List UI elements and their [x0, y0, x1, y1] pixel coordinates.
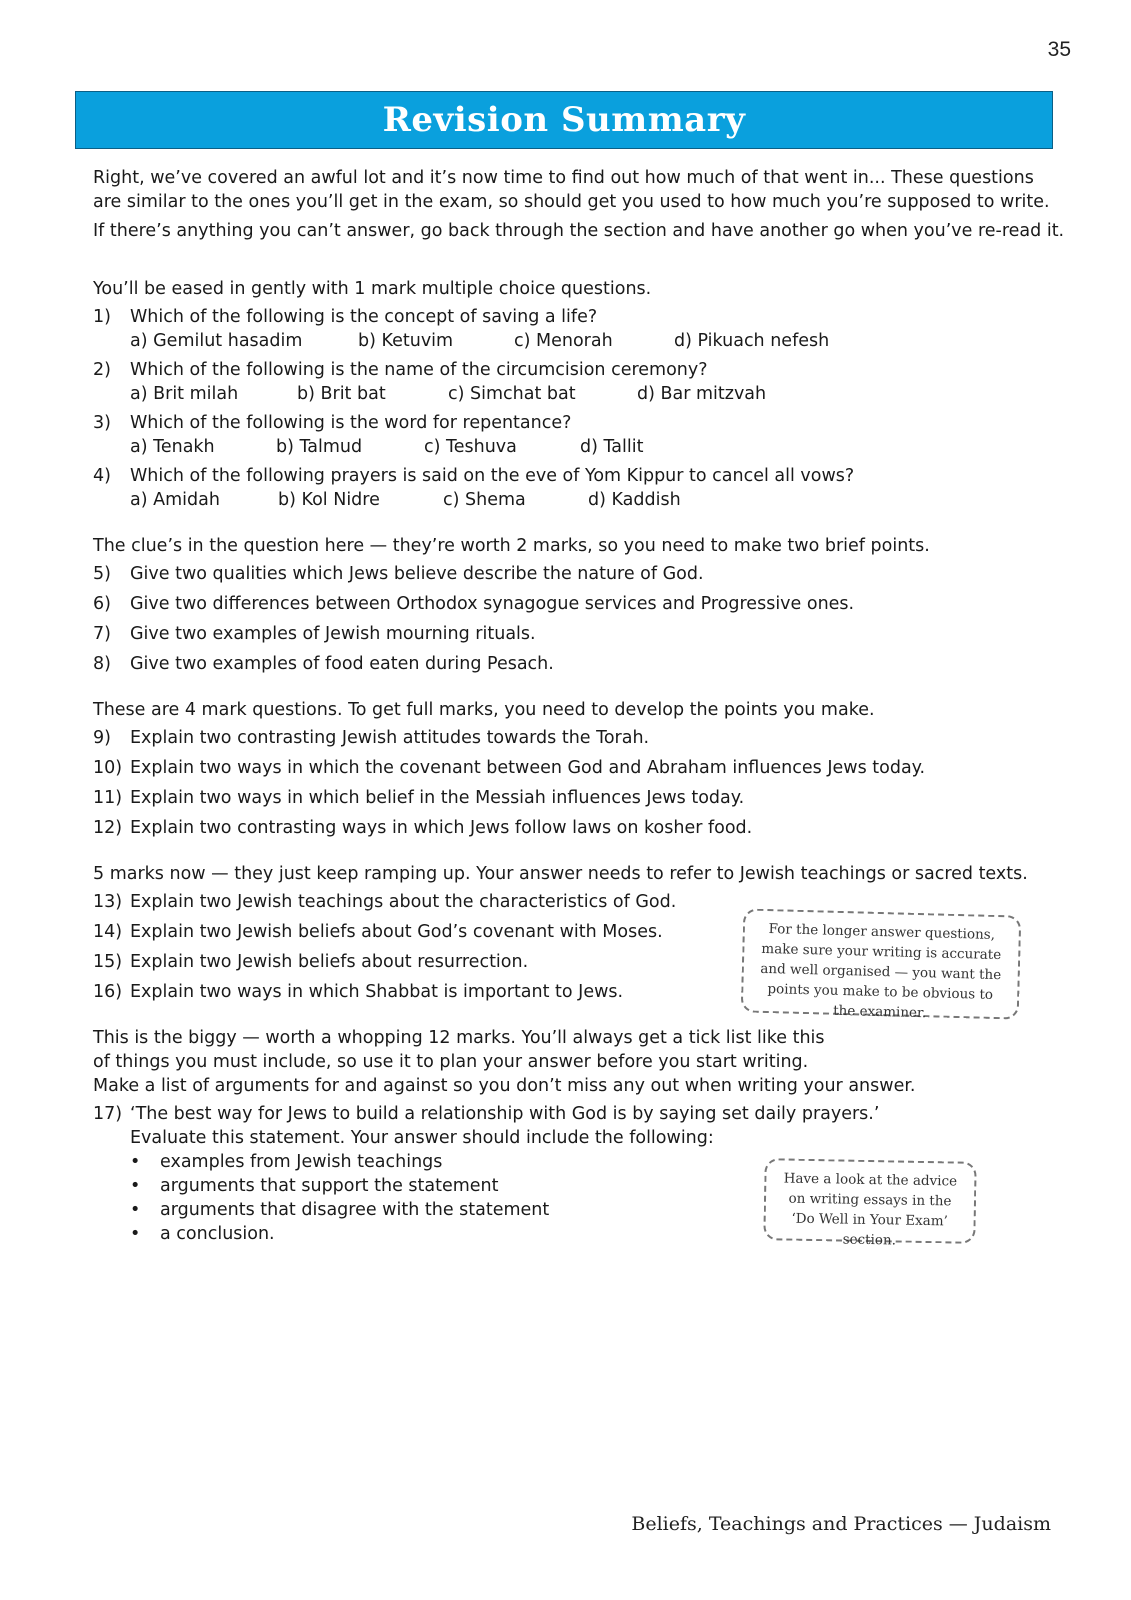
question-number: 17)	[93, 1104, 123, 1124]
question-text: Give two examples of food eaten during Pesach.	[130, 654, 554, 674]
four-mark-section	[93, 698, 1068, 840]
answer-option: b) Kol Nidre	[278, 490, 380, 510]
section-heading: These are 4 mark questions. To get full marks, you need to develop the points you make.	[93, 700, 875, 720]
question-number: 3)	[93, 413, 111, 433]
answer-option: b) Brit bat	[297, 384, 386, 404]
two-mark-section	[93, 534, 1068, 676]
question	[93, 562, 1068, 586]
answer-option: c) Teshuva	[424, 437, 517, 457]
question-number: 16)	[93, 982, 123, 1002]
answer-option: d) Pikuach nefesh	[674, 331, 830, 351]
question-text: Explain two Jewish beliefs about resurrection.	[130, 952, 529, 972]
answer-option: d) Tallit	[580, 437, 644, 457]
answer-option: d) Bar mitzvah	[637, 384, 767, 404]
question-number: 4)	[93, 466, 111, 486]
question-text: Give two qualities which Jews believe describe the nature of God.	[130, 564, 704, 584]
question-number: 5)	[93, 564, 111, 584]
question-text: ‘The best way for Jews to build a relationship with God is by saying set daily prayers.’	[130, 1104, 880, 1124]
section-heading: 5 marks now — they just keep ramping up. Your answer needs to refer to Jewish teachings or sacred texts.	[93, 864, 1028, 884]
answer-option: d) Kaddish	[588, 490, 681, 510]
question	[93, 786, 1068, 810]
question-number: 8)	[93, 654, 111, 674]
list-item-text: arguments that support the statement	[160, 1176, 499, 1196]
answer-option: a) Gemilut hasadim	[130, 331, 303, 351]
title-banner	[75, 91, 1053, 149]
question-number: 14)	[93, 922, 123, 942]
question	[93, 652, 1068, 676]
question-text: Which of the following prayers is said on the eve of Yom Kippur to cancel all vows?	[130, 466, 855, 486]
question-instruction: Evaluate this statement. Your answer should include the following:	[130, 1128, 714, 1148]
list-item-text: a conclusion.	[160, 1224, 275, 1244]
section-heading	[93, 1026, 1068, 1098]
heading-line: This is the biggy — worth a whopping 12 marks. You’ll always get a tick list like this	[93, 1028, 825, 1048]
heading-line: Make a list of arguments for and against so you don’t miss any out when writing your answer.	[93, 1076, 916, 1096]
section-heading: The clue’s in the question here — they’re worth 2 marks, so you need to make two brief points.	[93, 536, 930, 556]
question-text: Explain two ways in which the covenant between God and Abraham influences Jews today.	[130, 758, 926, 778]
question	[93, 816, 1068, 840]
answer-option: a) Amidah	[130, 490, 220, 510]
question-number: 10)	[93, 758, 123, 778]
question-number: 12)	[93, 818, 123, 838]
answer-option: c) Menorah	[514, 331, 613, 351]
answer-option: a) Brit milah	[130, 384, 239, 404]
question-number: 13)	[93, 892, 123, 912]
multiple-choice-section	[93, 277, 1068, 512]
intro-line: Right, we’ve covered an awful lot and it’s now time to find out how much of that went in... These questions	[93, 168, 1034, 188]
list-item-text: arguments that disagree with the statement	[160, 1200, 550, 1220]
question	[93, 358, 1068, 406]
question-number: 6)	[93, 594, 111, 614]
question	[93, 622, 1068, 646]
question	[93, 592, 1068, 616]
question	[93, 726, 1068, 750]
question-number: 1)	[93, 307, 111, 327]
answer-option: c) Simchat bat	[448, 384, 576, 404]
heading-line: of things you must include, so use it to plan your answer before you start writing.	[93, 1052, 809, 1072]
answer-option: a) Tenakh	[130, 437, 215, 457]
question-number: 11)	[93, 788, 123, 808]
bullet-icon: •	[130, 1152, 141, 1172]
question-number: 15)	[93, 952, 123, 972]
question	[93, 464, 1068, 512]
question-text: Give two examples of Jewish mourning rituals.	[130, 624, 536, 644]
bullet-icon: •	[130, 1224, 141, 1244]
question-text: Explain two Jewish beliefs about God’s covenant with Moses.	[130, 922, 663, 942]
question-number: 7)	[93, 624, 111, 644]
tip-note-longer-answers: For the longer answer questions, make sure your writing is accurate and well organised — you want the points you make to be obvious to the examiner.	[741, 908, 1022, 1019]
question-number: 2)	[93, 360, 111, 380]
intro-line: If there’s anything you can’t answer, go back through the section and have another go when you’ve re-read it.	[93, 221, 1065, 241]
bullet-icon: •	[130, 1200, 141, 1220]
answer-option: c) Shema	[443, 490, 526, 510]
question	[93, 890, 1068, 914]
intro-line: are similar to the ones you’ll get in the exam, so should get you used to how much you’re supposed to write.	[93, 192, 1050, 212]
question-text: Explain two contrasting ways in which Jews follow laws on kosher food.	[130, 818, 753, 838]
question	[93, 756, 1068, 780]
question-text: Which of the following is the name of the circumcision ceremony?	[130, 360, 708, 380]
question-text: Explain two Jewish teachings about the characteristics of God.	[130, 892, 677, 912]
question-text: Which of the following is the word for repentance?	[130, 413, 572, 433]
intro-paragraph	[93, 166, 1068, 243]
bullet-icon: •	[130, 1176, 141, 1196]
question-text: Explain two contrasting Jewish attitudes towards the Torah.	[130, 728, 650, 748]
list-item-text: examples from Jewish teachings	[160, 1152, 443, 1172]
answer-option: b) Ketuvim	[358, 331, 454, 351]
content	[93, 166, 1068, 1252]
tip-note-essays: Have a look at the advice on writing essays in the ‘Do Well in Your Exam’ section.	[763, 1158, 976, 1244]
section-heading: You’ll be eased in gently with 1 mark multiple choice questions.	[93, 279, 652, 299]
page-number: 35	[1047, 38, 1071, 61]
question	[93, 411, 1068, 459]
question-text: Which of the following is the concept of saving a life?	[130, 307, 598, 327]
question-text: Explain two ways in which Shabbat is important to Jews.	[130, 982, 624, 1002]
question	[93, 305, 1068, 353]
question-text: Explain two ways in which belief in the Messiah influences Jews today.	[130, 788, 745, 808]
answer-option: b) Talmud	[276, 437, 363, 457]
question-text: Give two differences between Orthodox synagogue services and Progressive ones.	[130, 594, 855, 614]
footer-section-title: Beliefs, Teachings and Practices — Judaism	[631, 1513, 1051, 1535]
page-title: Revision Summary	[382, 100, 746, 140]
question-number: 9)	[93, 728, 111, 748]
